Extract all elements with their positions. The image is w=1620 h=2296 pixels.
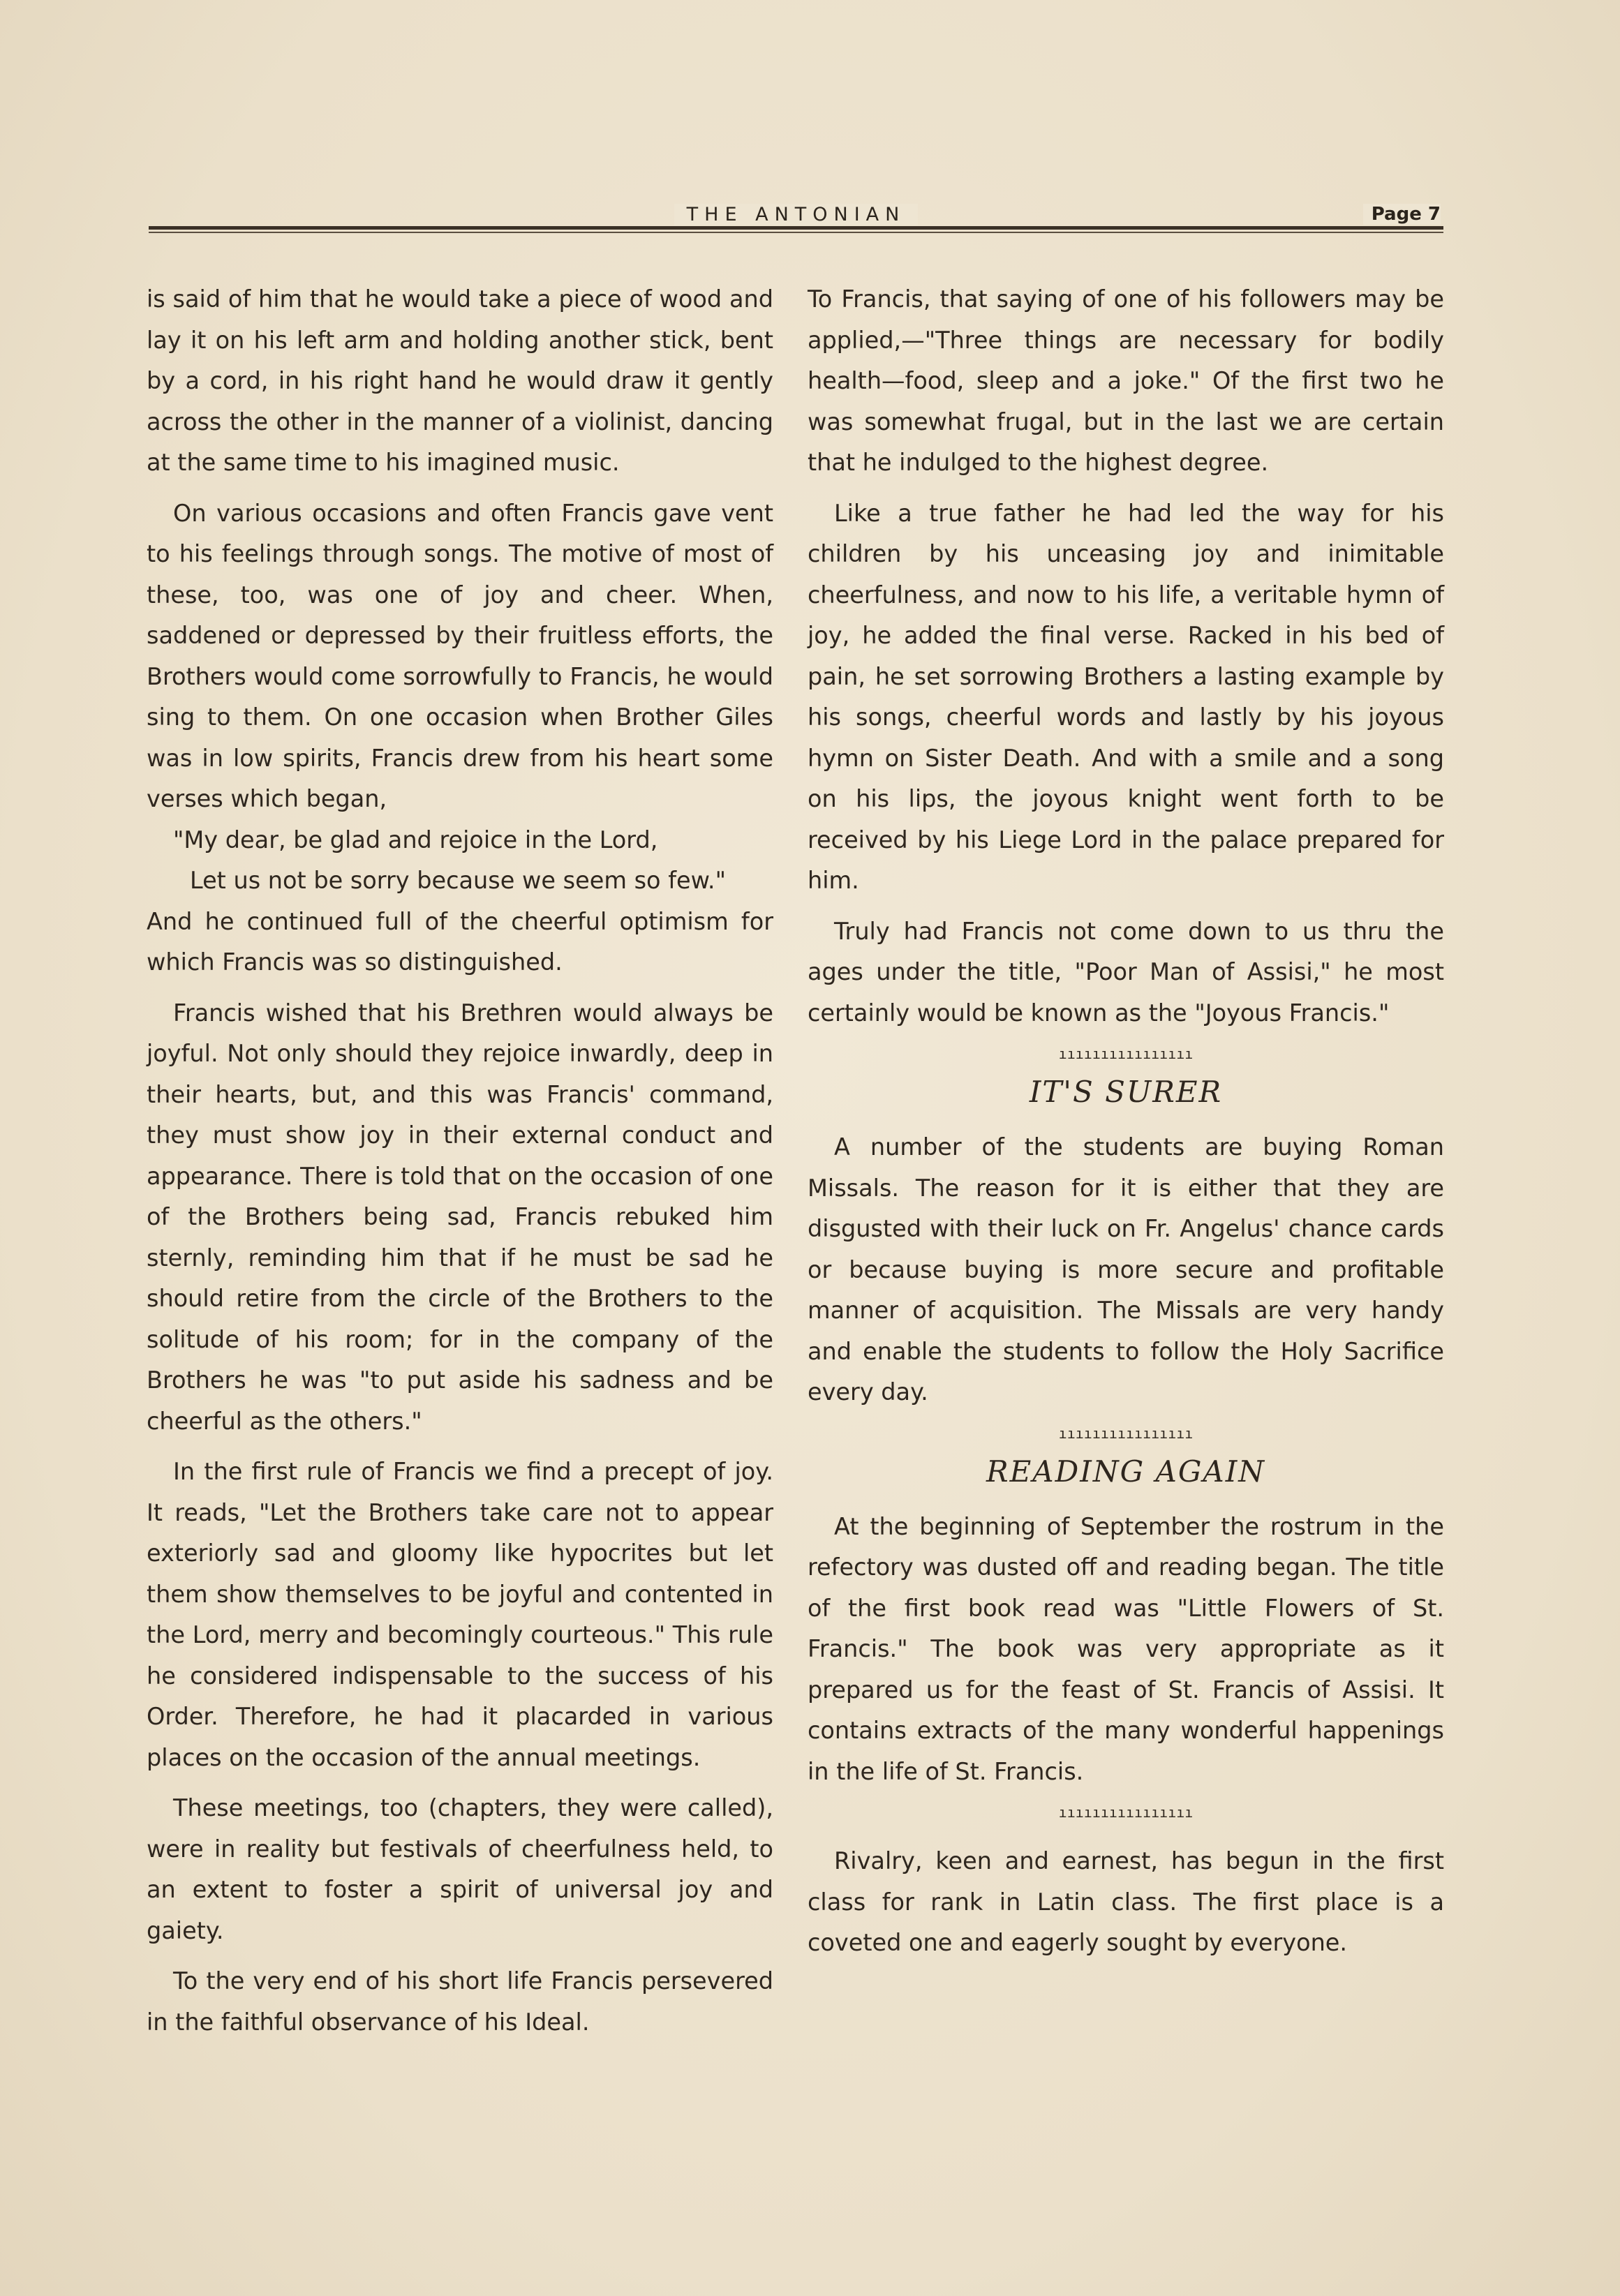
left-paragraph-5: In the first rule of Francis we find a precept of joy. It reads, "Let the Brothers take care not to appear exteriorly sad and gloomy like hypocrites but let them show themselves to be joyful and contented in the Lord, merry and becomingly courteous." This rule he considered indispensable to the success of his Order. Therefore, he had it placarded in various places on the occasion of the annual meetings. — [147, 1458, 773, 1771]
left-paragraph-4: Francis wished that his Brethren would always be joyful. Not only should they rejoice inwardly, deep in their hearts, but, and this was Francis' command, they must show joy in their external conduct and appearance. There is told that on the occasion of one of the Brothers being sad, Francis rebuked him sternly, reminding him that if he must be sad he should retire from the circle of the Brothers to the solitude of his room; for in the company of the Brothers he was "to put aside his sadness and be cheerful as the others." — [147, 999, 773, 1435]
page-number: Page 7 — [1363, 204, 1441, 225]
section-rivalry-text: Rivalry, keen and earnest, has begun in the first class for rank in Latin class. The first place is a coveted one and eagerly sought by everyone. — [808, 1847, 1444, 1956]
header-rule — [149, 226, 1443, 230]
section-reading-again-text: At the beginning of September the rostrum in the refectory was dusted off and reading began. The title of the first book read was "Little Flowers of St. Francis." The book was very appropriate as it prepared us for the feast of St. Francis of Assisi. It contains extracts of the many wonderful happenings in the life of St. Francis. — [808, 1512, 1444, 1785]
header-rule-thin — [149, 232, 1443, 233]
section-title-its-surer: IT'S SURER — [1029, 1075, 1223, 1109]
left-paragraph-6: These meetings, too (chapters, they were called), were in reality but festivals of cheerfulness held, to an extent to foster a spirit of universal joy and gaiety. — [147, 1794, 773, 1944]
right-paragraph-2: Like a true father he had led the way for his children by his unceasing joy and inimitable cheerfulness, and now to his life, a veritable hymn of joy, he added the final verse. Racked in his bed of pain, he set sorrowing Brothers a lasting example by his songs, cheerful words and lastly by his joyous hymn on Sister Death. And with a smile and a song on his lips, the joyous knight went forth to be received by his Liege Lord in the palace prepared for him. — [808, 499, 1444, 894]
verse-line-2: Let us not be sorry because we seem so few." — [190, 867, 726, 894]
left-paragraph-3: And he continued full of the cheerful optimism for which Francis was so distinguished. — [147, 907, 773, 976]
section-its-surer-text: A number of the students are buying Roman Missals. The reason for it is either that they are disgusted with their luck on Fr. Angelus' chance cards or because buying is more secure and profitable manner of acquisition. The Missals are very handy and enable the students to follow the Holy Sacrifice every day. — [808, 1133, 1444, 1406]
publication-title-wrap — [149, 204, 1443, 225]
section-divider-ornament: ıııııııııııııııı — [1058, 1424, 1194, 1442]
left-paragraph-7: To the very end of his short life Francis persevered in the faithful observance of his Ideal. — [147, 1967, 773, 2036]
right-column — [808, 279, 1444, 1974]
left-column — [147, 279, 773, 2052]
left-paragraph-2: On various occasions and often Francis gave vent to his feelings through songs. The motive of most of these, too, was one of joy and cheer. When, saddened or depressed by their fruitless efforts, the Brothers would come sorrowfully to Francis, he would sing to them. On one occasion when Brother Giles was in low spirits, Francis drew from his heart some verses which began, — [147, 499, 773, 812]
publication-title: THE ANTONIAN — [674, 204, 919, 225]
section-divider-ornament: ıııııııııııııııı — [1058, 1045, 1194, 1062]
right-paragraph-3: Truly had Francis not come down to us thru the ages under the title, "Poor Man of Assisi," he most certainly would be known as the "Joyous Francis." — [808, 917, 1444, 1027]
verse-line-1: "My dear, be glad and rejoice in the Lord, — [173, 826, 658, 853]
section-divider-ornament: ıııııııııııııııı — [1058, 1804, 1194, 1821]
section-title-reading-again: READING AGAIN — [986, 1454, 1266, 1489]
left-paragraph-1: is said of him that he would take a piece of wood and lay it on his left arm and holding another stick, bent by a cord, in his right hand he would draw it gently across the other in the manner of a violinist, dancing at the same time to his imagined music. — [147, 285, 773, 476]
page-header — [149, 204, 1443, 234]
right-paragraph-1: To Francis, that saying of one of his followers may be applied,—"Three things are necessary for bodily health—food, sleep and a joke." Of the first two he was somewhat frugal, but in the last we are certain that he indulged to the highest degree. — [808, 285, 1444, 476]
